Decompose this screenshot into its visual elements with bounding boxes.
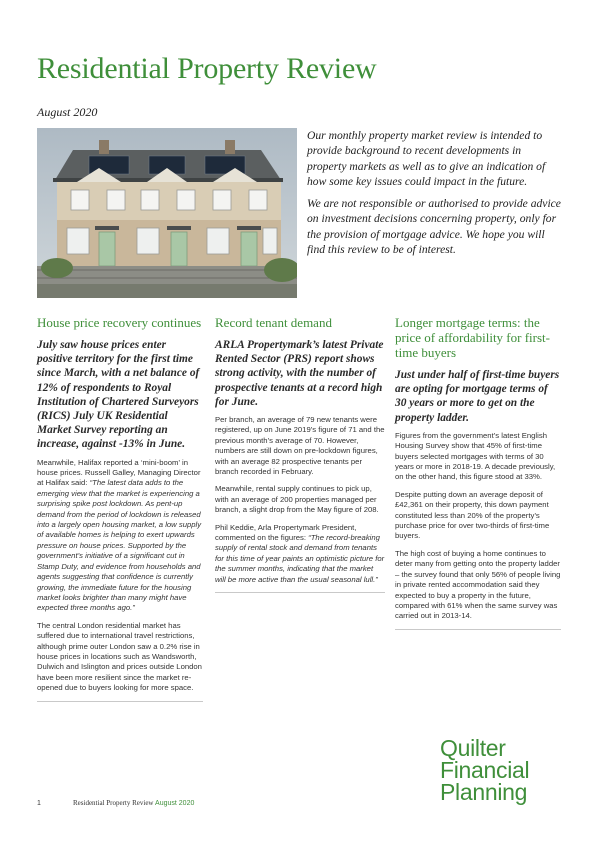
page-footer [37, 799, 194, 807]
column-divider [215, 592, 385, 593]
body-paragraph: Meanwhile, rental supply continues to pick up, with an average of 200 properties managed per branch, a slight drop from the May figure of 208. [215, 484, 379, 515]
section-lead: ARLA Propertymark’s latest Private Rented Sector (PRS) report shows strong activity, with the number of prospective tenants at a record high for June. [215, 339, 384, 408]
body-paragraph: Per branch, an average of 79 new tenants were registered, up on June 2019’s figure of 71 and the previous month’s average of 70. However, numbers are still down on pre-lockdown figures, with an average 82 prospective tenants per branch recorded in February. [215, 415, 385, 477]
page-title: Residential Property Review [37, 52, 377, 85]
body-paragraph: Despite putting down an average deposit of £42,361 on their property, this down payment constituted less than 20% of the property’s purchase price for over two-thirds of first-time buyers. [395, 489, 550, 541]
body-paragraph: Figures from the government’s latest English Housing Survey show that 45% of first-time buyers selected mortgages with terms of 30 years or more in 2018-19. A decade previously, on the other hand, this figure stood at 33%. [395, 430, 556, 482]
body-paragraph [215, 523, 385, 585]
column-tenant-demand [215, 315, 385, 593]
section-heading: Record tenant demand [215, 315, 332, 330]
footer-title: Residential Property Review [73, 799, 154, 807]
footer-date: August 2020 [155, 800, 195, 807]
section-lead: Just under half of first-time buyers are opting for mortgage terms of 30 years or more to get on the property ladder. [395, 369, 560, 424]
intro-text [307, 128, 561, 264]
body-paragraph [37, 458, 203, 614]
quote-text: “The record-breaking supply of rental stock and demand from tenants for this time of year paints an optimistic picture for the summer months, indicating that the market will be more active than the usual seasonal lull.” [215, 533, 385, 584]
logo-line: Financial [440, 757, 530, 783]
body-paragraph: The high cost of buying a home continues to deter many from getting onto the property ladder – the survey found that only 56% of people living in private rented accommodation said they expected to buy a property in the future, compared with 61% when the same survey was carried out in 2013-14. [395, 548, 561, 621]
issue-date: August 2020 [37, 105, 98, 119]
body-text: Meanwhile, Halifax reported a ‘mini-boom’ in house prices. Russell Galley, Managing Director at Halifax said: [37, 457, 201, 488]
section-heading: House price recovery continues [37, 315, 202, 330]
section-lead: July saw house prices enter positive territory for the first time since March, with a net balance of 12% of respondents to Royal Institution of Chartered Surveyors (RICS) July UK Residential Market Survey reporting an increase, against -13% in June. [37, 339, 200, 451]
intro-paragraph: Our monthly property market review is intended to provide background to recent developments in property markets as well as to give an indication of how some key issues could impact in the future. [307, 129, 546, 188]
section-heading: Longer mortgage terms: the price of affordability for first-time buyers [395, 315, 550, 360]
column-divider [37, 701, 203, 702]
column-mortgage-terms [395, 315, 561, 630]
quote-text: “The latest data adds to the emerging view that the market is experiencing a surprising spike post lockdown. As pent-up demand from the period of lockdown is released into a largely open housing market, a low supply of available homes is helping to exert upwards pressure on house prices. Supported by the government’s initiative of a significant cut in Stamp Duty, and evidence from households and agents suggesting that confidence is currently growing, the immediate future for the housing market looks brighter than many might have expected three months ago.” [37, 478, 202, 613]
houses-photo [37, 128, 297, 298]
column-house-prices [37, 315, 203, 702]
body-paragraph: The central London residential market has suffered due to international travel restrictions, although prime outer London saw a 0.2% rise in house prices in locations such as Wandsworth, Dulwich and Islington and prices outside London have been more resilient since the market re-opened due to buyers looking for more space. [37, 620, 202, 693]
body-text: Phil Keddie, Arla Propertymark President, commented on the figures: [215, 522, 357, 543]
column-divider [395, 629, 561, 630]
logo-line: Quilter [440, 735, 506, 761]
logo-line: Planning [440, 779, 528, 805]
quilter-logo [440, 737, 570, 803]
page-number: 1 [37, 800, 41, 807]
intro-paragraph: We are not responsible or authorised to provide advice on investment decisions concerning property, only for the provision of mortgage advice. We hope you will find this review to be of interest. [307, 197, 561, 257]
